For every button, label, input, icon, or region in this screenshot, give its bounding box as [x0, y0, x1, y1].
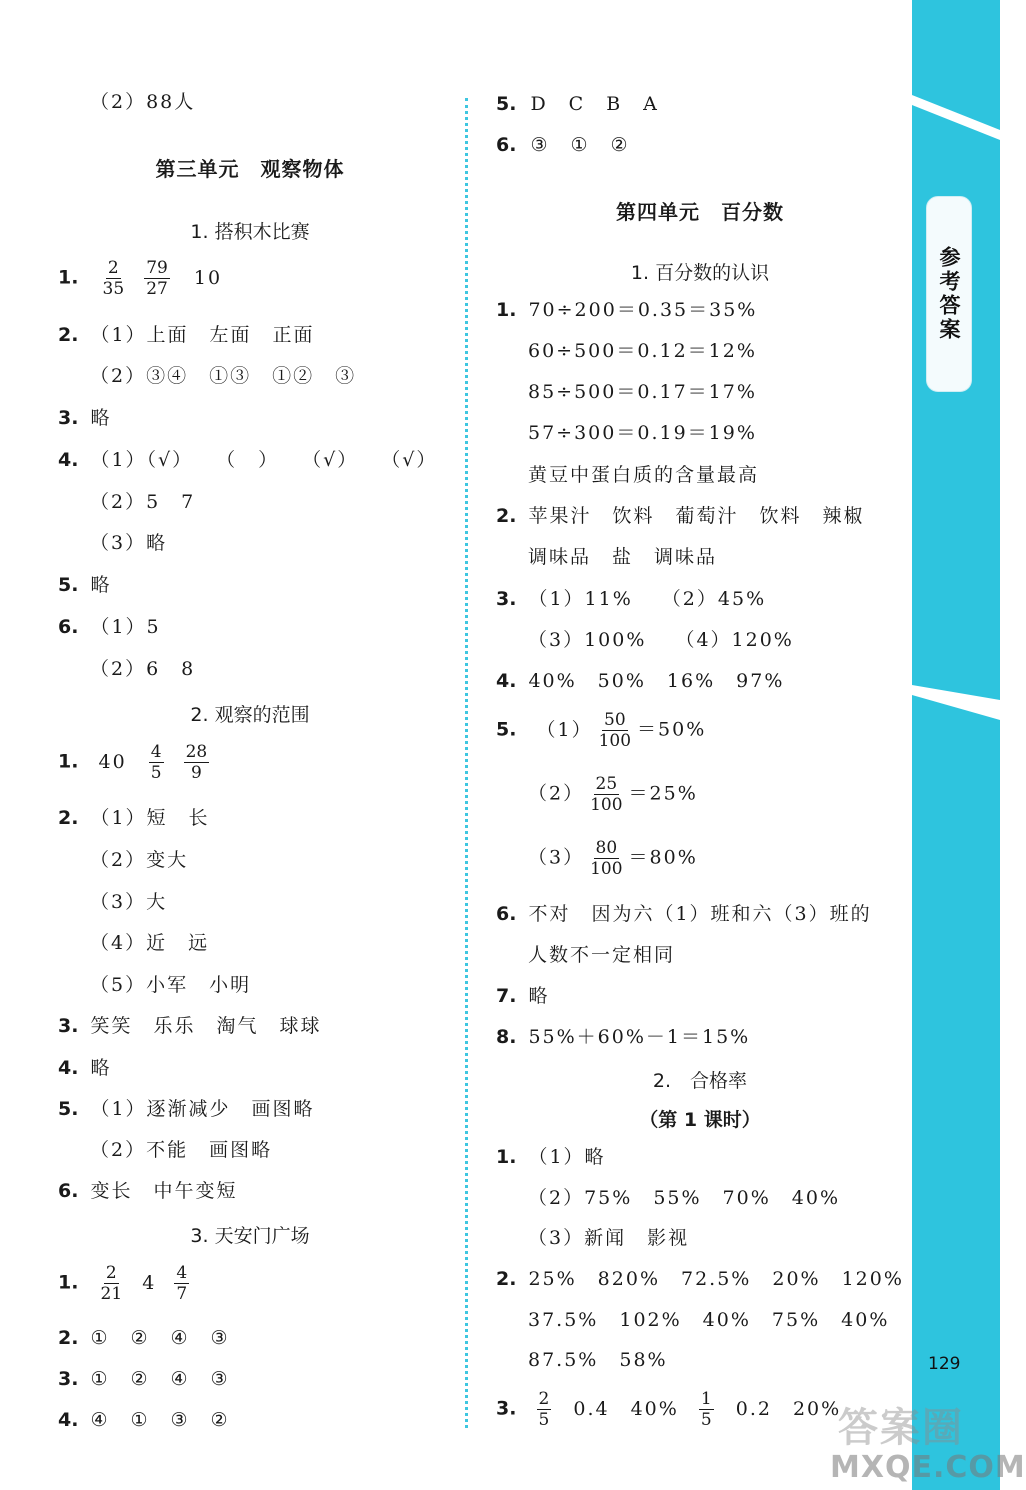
- question-3: 3. （1）11% （2）45%: [496, 588, 767, 610]
- answer-line: （2）不能 画图略: [90, 1139, 273, 1161]
- answer-line: 黄豆中蛋白质的含量最高: [528, 464, 760, 486]
- section-title: 2. 合格率: [652, 1070, 748, 1092]
- answer-line: 85÷500＝0.17＝17%: [528, 381, 757, 403]
- answer-line: （3）新闻 影视: [528, 1227, 690, 1249]
- section-title: 3. 天安门广场: [190, 1225, 310, 1247]
- question-5: 5. （1）逐渐减少 画图略: [58, 1098, 315, 1120]
- section-title: 2. 观察的范围: [190, 704, 310, 726]
- unit-4-title: 第四单元 百分数: [616, 200, 784, 224]
- question-8: 8. 55%＋60%－1＝15%: [496, 1026, 751, 1048]
- column-divider: [465, 98, 468, 1428]
- fraction: $\frac{50}{100}$: [598, 710, 632, 751]
- question-number: 1.: [58, 266, 79, 289]
- answer-line: 87.5% 58%: [528, 1349, 668, 1371]
- fraction: $\frac{4}{5}$: [150, 742, 162, 783]
- question-1: 1. $\frac{2}{21}$ 4 $\frac{4}{7}$: [58, 1263, 188, 1304]
- question-3: 3. 略: [58, 407, 112, 429]
- question-2: 2. 25% 820% 72.5% 20% 120%: [496, 1268, 904, 1290]
- answer-line: （2）5 7: [90, 491, 196, 513]
- reference-answers-tab: [926, 196, 972, 392]
- question-2: 2. （1）上面 左面 正面: [58, 324, 315, 346]
- fraction: $\frac{80}{100}$: [590, 838, 623, 879]
- answer-line: 37.5% 102% 40% 75% 40%: [528, 1309, 890, 1331]
- question-5: 5. （1） $\frac{50}{100}$ ＝50%: [496, 710, 707, 751]
- answer-line: （3）略: [90, 532, 168, 554]
- question-6: 6. 变长 中午变短: [58, 1180, 238, 1202]
- unit-3-title: 第三单元 观察物体: [155, 157, 345, 181]
- question-1: 1. 40 $\frac{4}{5}$ $\frac{28}{9}$: [58, 742, 208, 783]
- fraction: $\frac{28}{9}$: [185, 742, 208, 783]
- question-6: 6. ③ ① ②: [496, 134, 630, 156]
- answer-text: 10: [193, 266, 223, 289]
- watermark-url: MXQE.COM: [830, 1450, 1026, 1485]
- answer-line: 人数不一定相同: [528, 944, 676, 966]
- question-4: 4. ④ ① ③ ②: [58, 1409, 230, 1431]
- fraction: $\frac{25}{100}$: [590, 774, 623, 815]
- question-5: 5. D C B A: [496, 93, 659, 115]
- side-tab-label: 参考答案: [937, 246, 961, 342]
- answer-line: （2）88人: [90, 91, 196, 113]
- answer-line: （2）6 8: [90, 658, 196, 680]
- question-3: 3. 笑笑 乐乐 淘气 球球: [58, 1015, 322, 1037]
- answer-line: （2）变大: [90, 849, 189, 871]
- question-3: 3. ① ② ④ ③: [58, 1368, 230, 1390]
- question-1: 1. 70÷200＝0.35＝35%: [496, 299, 758, 321]
- answer-line: （2） $\frac{25}{100}$ ＝25%: [528, 774, 698, 815]
- watermark-logo: 答案圈: [838, 1405, 964, 1451]
- question-2: 2. （1）短 长: [58, 807, 210, 829]
- question-3: 3. $\frac{2}{5}$ 0.4 40% $\frac{1}{5}$ 0.2 20%: [496, 1389, 842, 1430]
- question-1: 1. （1）略: [496, 1146, 606, 1168]
- question-1: [58, 258, 222, 299]
- fraction: $\frac{2}{21}$: [100, 1263, 123, 1304]
- answer-line: （2）③④ ①③ ①② ③: [90, 365, 357, 387]
- answer-line: 60÷500＝0.12＝12%: [528, 340, 757, 362]
- question-4: 4. 40% 50% 16% 97%: [496, 670, 785, 692]
- section-title: 1. 搭积木比赛: [190, 221, 310, 243]
- question-7: 7. 略: [496, 985, 550, 1007]
- answer-line: 57÷300＝0.19＝19%: [528, 422, 757, 444]
- fraction: $\frac{4}{7}$: [176, 1263, 188, 1304]
- question-4: 4. （1）（√） （ ） （√） （√）: [58, 449, 438, 471]
- answer-line: （4）近 远: [90, 932, 210, 954]
- question-5: 5. 略: [58, 574, 112, 596]
- question-4: 4. 略: [58, 1057, 112, 1079]
- lesson-subtitle: （第 1 课时）: [639, 1109, 761, 1131]
- page-number: 129: [928, 1354, 961, 1374]
- fraction: $\frac{79}{27}$: [146, 258, 168, 299]
- fraction: $\frac{2}{35}$: [102, 258, 125, 299]
- fraction: $\frac{1}{5}$: [700, 1389, 712, 1430]
- section-title: 1. 百分数的认识: [630, 262, 770, 284]
- question-2: 2. 苹果汁 饮料 葡萄汁 饮料 辣椒: [496, 505, 865, 527]
- question-2: 2. ① ② ④ ③: [58, 1327, 230, 1349]
- answer-line: （3）大: [90, 891, 168, 913]
- answer-line: 调味品 盐 调味品: [528, 546, 718, 568]
- question-6: 6. （1）5: [58, 616, 161, 638]
- fraction: $\frac{2}{5}$: [538, 1389, 550, 1430]
- answer-line: （3） $\frac{80}{100}$ ＝80%: [528, 838, 698, 879]
- question-6: 6. 不对 因为六（1）班和六（3）班的: [496, 903, 872, 925]
- answer-line: （2）75% 55% 70% 40%: [528, 1187, 841, 1209]
- answer-line: （3）100% （4）120%: [528, 629, 794, 651]
- answer-line: （5）小军 小明: [90, 974, 252, 996]
